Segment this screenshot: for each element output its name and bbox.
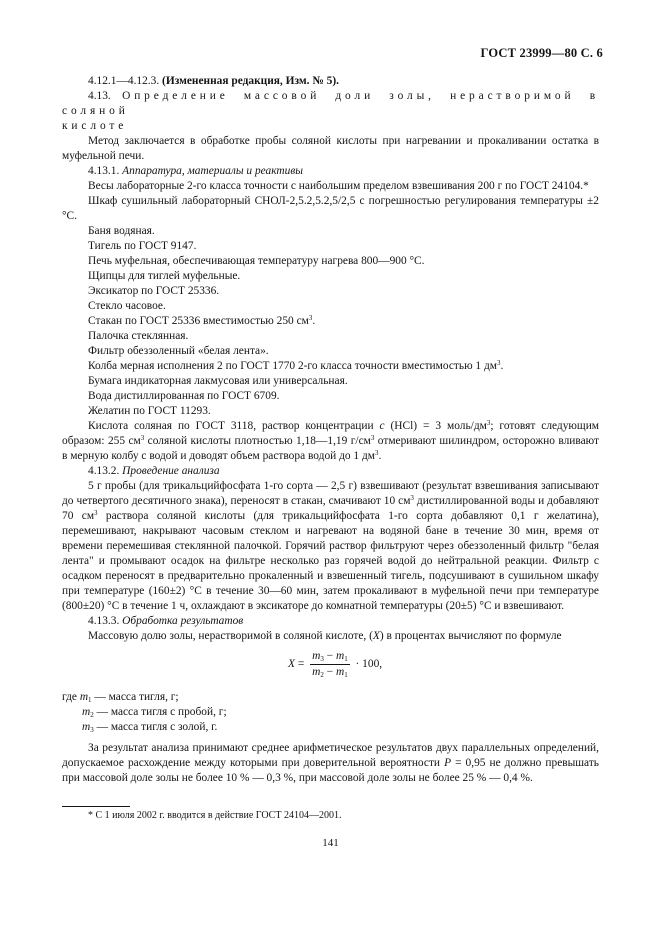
superscript: 3	[410, 494, 414, 502]
minus: −	[323, 650, 336, 662]
analysis-procedure	[62, 479, 599, 614]
equipment-item: Стекло часовое.	[88, 300, 166, 312]
equipment-item: Баня водяная.	[88, 225, 155, 237]
fraction-denominator	[310, 665, 350, 679]
text-run: дистиллированной воды и добавляют 70 см	[62, 495, 599, 522]
punct: .	[500, 360, 504, 372]
definition-text: — масса тигля, г;	[91, 691, 179, 703]
equipment-item: Бумага индикаторная лакмусовая или универсальная.	[88, 375, 348, 387]
equipment-item: Желатин по ГОСТ 11293.	[88, 405, 211, 417]
equipment-item: Тигель по ГОСТ 9147.	[88, 240, 197, 252]
definition-m3	[62, 720, 599, 735]
formula-expression	[288, 650, 382, 679]
subsection-number: 4.13.3.	[88, 615, 123, 627]
formula-lhs: X	[288, 658, 295, 670]
minus: −	[323, 666, 336, 678]
section-heading-4-13	[62, 89, 599, 119]
subsection-number: 4.13.1.	[88, 165, 123, 177]
beaker-text: Стакан по ГОСТ 25336 вместимостью 250 см	[88, 315, 309, 327]
subsection-title: Обработка результатов	[122, 615, 244, 627]
section-title-tail: кислоте	[62, 120, 128, 132]
superscript: 3	[496, 359, 501, 367]
subscript: 3	[90, 726, 94, 734]
superscript: 3	[486, 419, 491, 427]
equipment-item: Печь муфельная, обеспечивающая температуру нагрева 800—900 °С.	[88, 255, 425, 267]
var-m: m	[82, 706, 91, 718]
text-run: 5 г пробы (для трикальцийфосфата 1-го сорта — 2,5 г) взвешивают (результат взвешивания записывают до четвертого десятичного знака), переносят в стакан, смачивают 10 см	[62, 480, 599, 507]
text-run: (HCl) = 3 моль/дм	[384, 420, 487, 432]
punct: .	[312, 315, 316, 327]
text-run: соляной кислоты плотностью 1,18—1,19 г/см	[144, 435, 371, 447]
var-m: m	[82, 721, 91, 733]
text-run: Кислота соляная по ГОСТ 3118, раствор концентрации	[88, 420, 380, 432]
subscript: 1	[344, 655, 348, 663]
subsection-title: Проведение анализа	[122, 465, 220, 477]
equipment-item: Щипцы для тиглей муфельные.	[88, 270, 241, 282]
variable-p: P	[444, 757, 452, 769]
section-heading-4-13-tail	[62, 119, 599, 134]
variable-x: X	[372, 630, 380, 642]
fraction-numerator	[310, 650, 350, 665]
formula-tail: · 100,	[352, 658, 383, 670]
page-number: 141	[322, 837, 339, 849]
beaker-item	[62, 314, 599, 329]
footnote: * С 1 июля 2002 г. вводится в действие ГОСТ 24104—2001.	[88, 810, 342, 821]
superscript: 3	[370, 434, 375, 442]
footnote-rule	[62, 806, 130, 807]
section-title-line: Определение массовой доли золы, нерастворимой в соляной	[62, 90, 599, 117]
superscript: 3	[140, 434, 145, 442]
where-word: где	[62, 691, 80, 703]
text-run: ) в процентах вычисляют по формуле	[379, 630, 562, 642]
formula-equals: =	[294, 658, 308, 670]
text-run: отмеривают шилиндром, осторожно вливают в мерную колбу с водой и доводят объем раствора водой до 1 дм	[62, 435, 600, 462]
text-run: раствора соляной кислоты (для трикальцийфосфата 1-го сорта добавляют 0,1 г желатина), перемешивают, накрывают часовым стеклом и нагревают на водяной бане в течение 30 мин, время от времени перемешивая стеклянной палочкой. Горячий раствор фильтруют через обеззоленный фильтр "белая лента" и промывают осадок на фильтре несколько раз горячей водой до нейтральной реакции. Фильтр с осадком переносят в предварительно прокаленный и взвешенный тигель, подсушивают в сушильном шкафу при температуре (160±2) °С в течение 30—60 мин, затем прокаливают в муфельной печи при температуре (800±20) °С в течение 1 ч, охлаждают в эксикаторе до комнатной температуры (20±5) °С и взвешивают.	[62, 510, 599, 612]
equipment-item: Вода дистиллированная по ГОСТ 6709.	[88, 390, 280, 402]
section-range: 4.12.1—4.12.3.	[88, 75, 163, 87]
text-run: За результат анализа принимают среднее арифметическое результатов двух параллельных определений, допускаемое расхождение между которыми при доверительной вероятности	[62, 742, 599, 769]
subscript: 1	[88, 696, 92, 704]
definition-m1	[62, 690, 599, 705]
ash-formula	[62, 650, 599, 682]
equipment-item: Эксикатор по ГОСТ 25336.	[88, 285, 220, 297]
amendment-text: (Измененная редакция, Изм. № 5).	[162, 75, 339, 87]
definition-m2	[62, 705, 599, 720]
text-run: = 0,95 не должно превышать при массовой доле золы не более 10 % — 0,3 %, при массовой доле золы не более 25 % — 0,4 %.	[62, 757, 599, 784]
var-m: m	[79, 691, 89, 703]
subscript: 3	[320, 655, 324, 663]
subscript: 2	[320, 671, 324, 679]
subsection-number: 4.13.2.	[88, 465, 123, 477]
hydrochloric-acid-item	[62, 419, 599, 464]
page-header: ГОСТ 23999—80 С. 6	[480, 46, 603, 60]
definition-text: — масса тигля с золой, г.	[93, 721, 218, 733]
section-number: 4.13.	[88, 90, 123, 102]
variable-c: c	[379, 420, 385, 432]
var-m: m	[312, 666, 321, 678]
text-run: Массовую долю золы, нерастворимой в соляной кислоте, (	[88, 630, 373, 642]
subscript: 1	[344, 671, 348, 679]
equipment-item: Фильтр обеззоленный «белая лента».	[88, 345, 269, 357]
punct: .	[378, 450, 382, 462]
superscript: 3	[374, 449, 379, 457]
equipment-item: Палочка стеклянная.	[88, 330, 189, 342]
superscript: 3	[94, 509, 98, 517]
var-m: m	[335, 650, 345, 662]
drying-cabinet-item: Шкаф сушильный лабораторный СНОЛ-2,5.2,5.2,5/2,5 с погрешностью регулирования температуры ±2 °С.	[62, 195, 599, 222]
var-m: m	[312, 650, 321, 662]
subsection-title: Аппаратура, материалы и реактивы	[122, 165, 303, 177]
subsection-heading-4-13-1	[62, 164, 599, 179]
flask-item	[62, 359, 599, 374]
method-description: Метод заключается в обработке пробы соляной кислоты при нагревании и прокаливании остатка в муфельной печи.	[62, 135, 599, 162]
variable-definitions	[62, 690, 599, 735]
scales-item: Весы лабораторные 2-го класса точности с наибольшим пределом взвешивания 200 г по ГОСТ 24104.*	[88, 180, 589, 192]
var-m: m	[335, 666, 345, 678]
superscript: 3	[308, 314, 313, 322]
subsection-heading-4-13-3	[62, 614, 599, 629]
subsection-heading-4-13-2	[62, 464, 599, 479]
subscript: 2	[90, 711, 94, 719]
amendment-note	[62, 74, 599, 89]
formula-fraction	[310, 650, 350, 679]
flask-text: Колба мерная исполнения 2 по ГОСТ 1770 2-го класса точности вместимостью 1 дм	[88, 360, 497, 372]
result-criteria	[62, 741, 599, 786]
text-run: ; готовят следующим образом: 255 см	[62, 420, 599, 447]
document-body	[62, 74, 599, 786]
definition-text: — масса тигля с пробой, г;	[93, 706, 227, 718]
formula-intro	[62, 629, 599, 644]
